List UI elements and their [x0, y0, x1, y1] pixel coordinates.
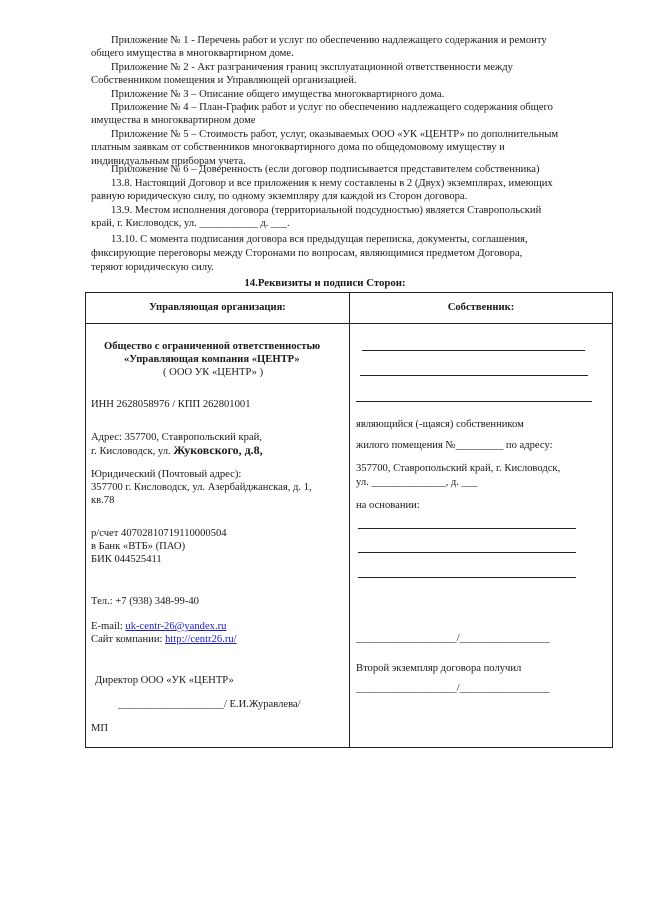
owner-name-line-1	[362, 350, 585, 351]
text-line: индивидуальным приборам учета.	[91, 155, 246, 167]
owner-address-line2: ул. ______________, д. ___	[356, 477, 478, 488]
requisites-table	[85, 292, 613, 748]
text-line: общего имущества в многоквартирном доме.	[91, 48, 294, 60]
site-row	[91, 633, 237, 646]
paragraph-appendix-4	[91, 101, 603, 128]
text-line: равную юридическую силу, по одному экземпляру для каждой из Сторон договора.	[91, 191, 468, 203]
header-management-company: Управляющая организация:	[86, 293, 350, 324]
bank-account: р/счет 40702810719110000504	[91, 528, 227, 539]
owner-status: являющийся (-щаяся) собственником	[356, 419, 524, 430]
text-line: Приложение № 1 - Перечень работ и услуг по обеспечению надлежащего содержания и ремонту	[111, 35, 547, 46]
email-label: E-mail:	[91, 621, 126, 632]
director-signature: ____________________/ Е.И.Журавлева/	[118, 699, 301, 710]
premises-number: жилого помещения №_________ по адресу:	[356, 440, 553, 451]
paragraph-appendix-2	[91, 61, 603, 88]
text-line: имущества в многоквартирном доме	[91, 115, 256, 127]
text-line: 13.9. Местом исполнения договора (территориальной подсудностью) является Ставропольский	[111, 205, 542, 216]
header-owner: Собственник:	[350, 293, 613, 324]
text-line: теряют юридическую силу.	[91, 262, 214, 273]
address-line2	[91, 444, 263, 458]
text-line: платным заявкам от собственников многоквартирного дома по общедомовому имуществу и	[91, 142, 505, 154]
management-company-cell	[86, 324, 350, 748]
second-copy-signature-line: ___________________/_________________	[356, 683, 550, 694]
text-line: Собственником помещения и Управляющей организацией.	[91, 75, 357, 87]
basis-line-3	[358, 577, 576, 578]
address-street: Жуковского, д.8,	[173, 443, 263, 457]
postal-label: Юридический (Почтовый адрес):	[91, 469, 242, 480]
text-line: 13.8. Настоящий Договор и все приложения к нему составлены в 2 (Двух) экземплярах, имеющих	[111, 178, 553, 189]
site-link[interactable]: http://centr26.ru/	[165, 634, 237, 645]
paragraph-appendix-1	[91, 34, 603, 61]
postal-address: 357700 г. Кисловодск, ул. Азербайджанская, д. 1,	[91, 482, 312, 493]
text-line: фиксирующие переговоры между Сторонами по вопросам, являющимися предметом Договора,	[91, 248, 523, 259]
email-row	[91, 620, 226, 633]
text-line: Приложение № 2 - Акт разграничения границ эксплуатационной ответственности между	[111, 62, 513, 73]
address-line1: Адрес: 357700, Ставропольский край,	[91, 432, 262, 443]
text-line: Приложение № 3 – Описание общего имущества многоквартирного дома.	[111, 89, 445, 100]
bank-name: в Банк «ВТБ» (ПАО)	[91, 541, 186, 552]
postal-apartment: кв.78	[91, 495, 115, 506]
text-line: Приложение № 5 – Стоимость работ, услуг, оказываемых ООО «УК «ЦЕНТР» по дополнительным	[111, 129, 559, 140]
owner-name-line-3	[356, 401, 592, 402]
second-copy-received: Второй экземпляр договора получил	[356, 663, 522, 674]
owner-signature-line: ___________________/_________________	[356, 633, 550, 644]
address-prefix: г. Кисловодск, ул.	[91, 446, 174, 457]
text-line: Приложение № 4 – План-График работ и услуг по обеспечению надлежащего содержания общего	[111, 102, 553, 113]
inn-kpp: ИНН 2628058976 / КПП 262801001	[91, 399, 251, 410]
org-name-line2: «Управляющая компания «ЦЕНТР»	[124, 354, 300, 365]
basis-line-2	[358, 552, 576, 553]
basis-line-1	[358, 528, 576, 529]
paragraph-appendix-6	[91, 163, 603, 176]
basis-label: на основании:	[356, 500, 420, 511]
email-link[interactable]: uk-centr-26@yandex.ru	[125, 621, 227, 632]
director-title: Директор ООО «УК «ЦЕНТР»	[95, 675, 234, 686]
paragraph-appendix-3	[91, 88, 603, 101]
bank-bik: БИК 044525411	[91, 554, 162, 565]
text-line: Приложение № 6 – Доверенность (если договор подписывается представителем собственника)	[111, 164, 540, 175]
stamp-label: МП	[91, 723, 109, 734]
org-name-line1: Общество с ограниченной ответственностью	[104, 341, 321, 352]
owner-name-line-2	[360, 375, 588, 376]
org-short-name: ( ООО УК «ЦЕНТР» )	[163, 367, 264, 378]
owner-cell	[350, 324, 613, 748]
text-line: край, г. Кисловодск, ул. ___________ д. ___.	[91, 218, 290, 230]
paragraph-13-9	[91, 204, 603, 231]
phone: Тел.: +7 (938) 348-99-40	[91, 596, 199, 607]
paragraph-13-10	[91, 233, 603, 275]
owner-address-line1: 357700, Ставропольский край, г. Кисловодск,	[356, 463, 561, 474]
site-label: Сайт компании:	[91, 634, 166, 645]
paragraph-13-8	[91, 177, 603, 204]
section-title: 14.Реквизиты и подписи Сторон:	[244, 277, 406, 289]
text-line: 13.10. С момента подписания договора вся предыдущая переписка, документы, соглашения,	[111, 234, 528, 245]
